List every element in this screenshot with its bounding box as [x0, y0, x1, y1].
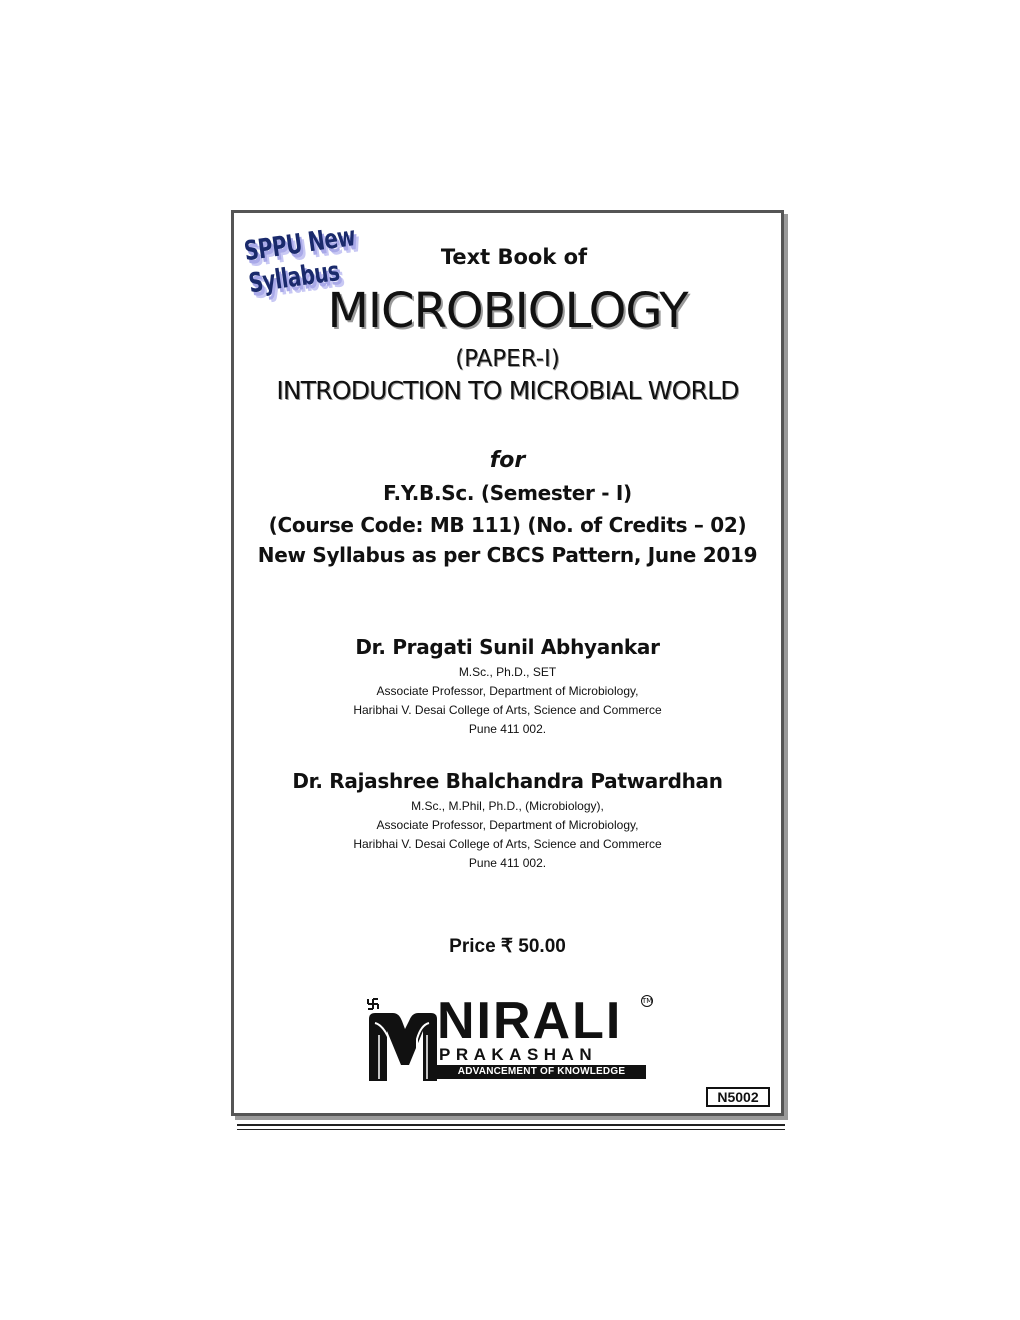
author-college: Haribhai V. Desai College of Arts, Science and Commerce: [353, 837, 662, 851]
course-info: (Course Code: MB 111) (No. of Credits – 02): [268, 513, 747, 537]
author-name: Dr. Rajashree Bhalchandra Patwardhan: [292, 769, 723, 793]
syllabus-badge-text: SPPU New Syllabus: [242, 219, 358, 300]
author-qualifications: M.Sc., Ph.D., SET: [458, 665, 557, 679]
author-city: Pune 411 002.: [468, 722, 547, 736]
author-position: Associate Professor, Department of Microbiology,: [376, 818, 639, 832]
for-label: for: [489, 448, 526, 473]
cover-underline: [237, 1124, 785, 1130]
publisher-subname: PRAKASHAN: [439, 1045, 598, 1064]
pre-title: Text Book of: [440, 245, 588, 269]
class-info: F.Y.B.Sc. (Semester - I): [383, 481, 632, 505]
book-cover: [231, 210, 784, 1116]
paper-label: (PAPER-I): [455, 346, 560, 372]
trademark-icon: TM: [642, 997, 653, 1005]
author-qualifications: M.Sc., M.Phil, Ph.D., (Microbiology),: [411, 799, 604, 813]
publisher-logo: [365, 992, 655, 1085]
syllabus-info: New Syllabus as per CBCS Pattern, June 2019: [257, 543, 758, 567]
book-code: N5002: [706, 1087, 770, 1107]
author-college: Haribhai V. Desai College of Arts, Science and Commerce: [353, 703, 662, 717]
book-subtitle: INTRODUCTION TO MICROBIAL WORLD: [276, 376, 739, 405]
book-title: MICROBIOLOGY: [327, 283, 688, 339]
publisher-name: NIRALI: [437, 992, 623, 1050]
publisher-tagline: ADVANCEMENT OF KNOWLEDGE: [437, 1065, 646, 1079]
publisher-emblem-icon: [365, 995, 440, 1085]
price-label: Price ₹ 50.00: [449, 936, 566, 957]
author-name: Dr. Pragati Sunil Abhyankar: [355, 635, 660, 659]
author-city: Pune 411 002.: [468, 856, 547, 870]
author-position: Associate Professor, Department of Microbiology,: [376, 684, 639, 698]
